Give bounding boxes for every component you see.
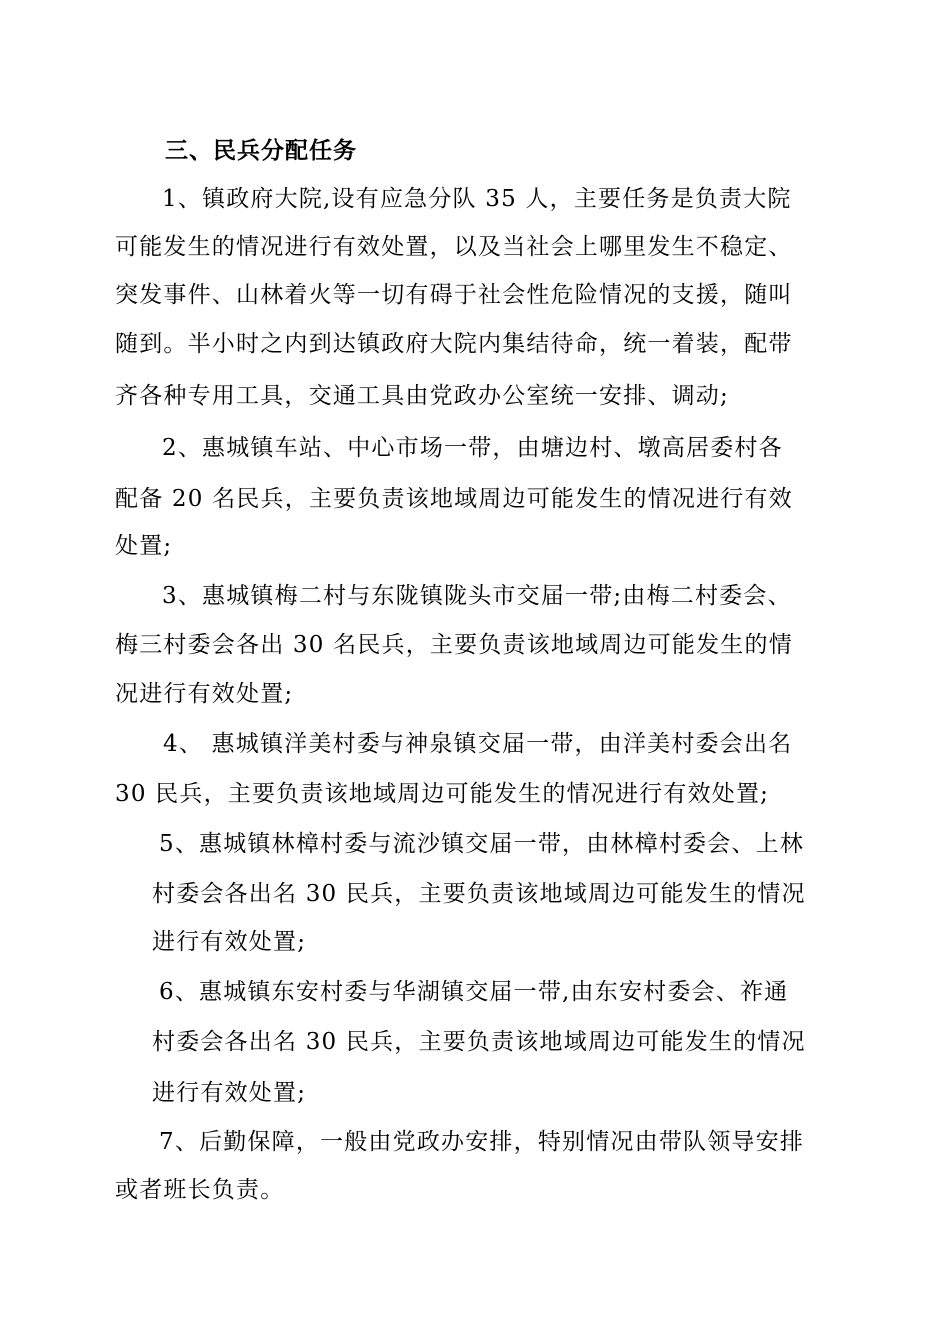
paragraph-1-line-2: 可能发生的情况进行有效处置，以及当社会上哪里发生不稳定、 xyxy=(115,234,793,260)
paragraph-2-line-1: 2、惠城镇车站、中心市场一带，由塘边村、墩高居委村各 xyxy=(162,435,783,461)
paragraph-5-line-2: 村委会各出名 30 民兵，主要负责该地域周边可能发生的情况 xyxy=(152,881,806,907)
paragraph-1-line-4: 随到。半小时之内到达镇政府大院内集结待命，统一着装，配带 xyxy=(115,331,793,357)
paragraph-3-line-1: 3、惠城镇梅二村与东陇镇陇头市交届一带;由梅二村委会、 xyxy=(162,583,792,609)
paragraph-5-line-3: 进行有效处置; xyxy=(152,929,307,955)
paragraph-3-line-3: 况进行有效处置; xyxy=(115,681,294,707)
paragraph-1-line-1: 1、镇政府大院,设有应急分队 35 人，主要任务是负责大院 xyxy=(162,186,792,212)
paragraph-4-line-1: 4、 惠城镇洋美村委与神泉镇交届一带，由洋美村委会出名 xyxy=(163,731,793,757)
paragraph-7-line-2: 或者班长负责。 xyxy=(115,1177,285,1203)
paragraph-3-line-2: 梅三村委会各出 30 名民兵，主要负责该地域周边可能发生的情 xyxy=(115,632,793,658)
paragraph-2-line-3: 处置; xyxy=(115,533,173,559)
paragraph-6-line-1: 6、惠城镇东安村委与华湖镇交届一带,由东安村委会、祚通 xyxy=(159,979,789,1005)
paragraph-6-line-2: 村委会各出名 30 民兵，主要负责该地域周边可能发生的情况 xyxy=(152,1029,806,1055)
paragraph-6-line-3: 进行有效处置; xyxy=(152,1080,307,1106)
section-heading: 三、民兵分配任务 xyxy=(165,137,357,164)
paragraph-7-line-1: 7、后勤保障，一般由党政办安排，特别情况由带队领导安排 xyxy=(159,1129,805,1155)
paragraph-2-line-2: 配备 20 名民兵，主要负责该地域周边可能发生的情况进行有效 xyxy=(115,486,793,512)
paragraph-1-line-3: 突发事件、山林着火等一切有碍于社会性危险情况的支援，随叫 xyxy=(115,282,793,308)
paragraph-1-line-5: 齐各种专用工具，交通工具由党政办公室统一安排、调动; xyxy=(115,383,729,409)
paragraph-5-line-1: 5、惠城镇林樟村委与流沙镇交届一带，由林樟村委会、上林 xyxy=(159,831,805,857)
paragraph-4-line-2: 30 民兵，主要负责该地域周边可能发生的情况进行有效处置; xyxy=(115,781,770,807)
